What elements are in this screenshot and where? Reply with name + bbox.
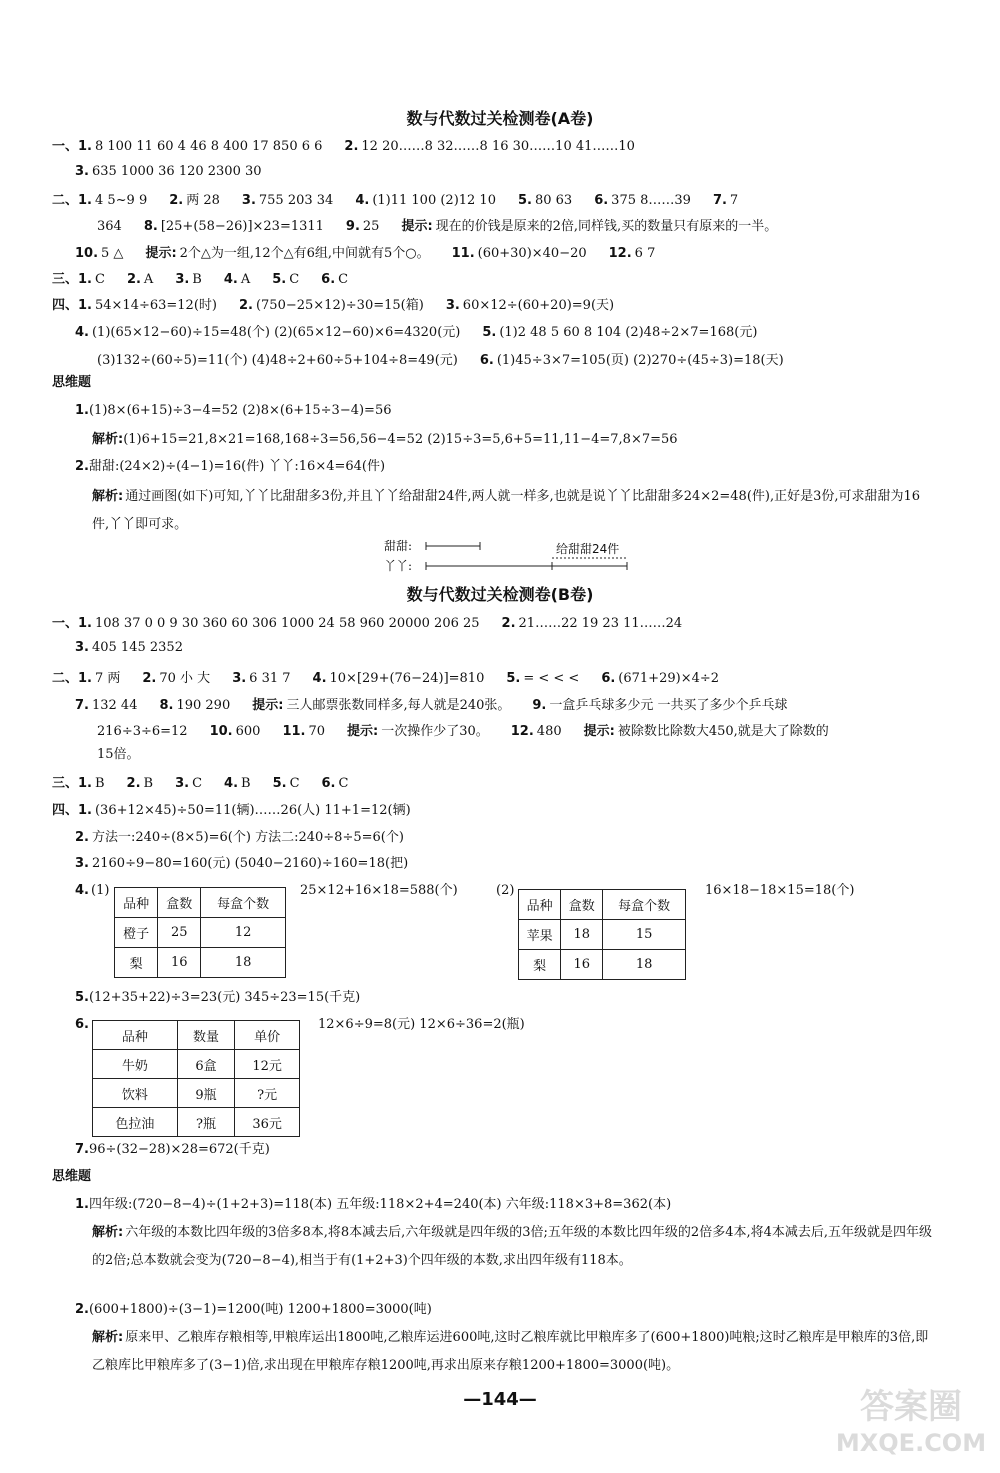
page-number: —144— xyxy=(463,1389,537,1410)
table-cell: 色拉油 xyxy=(93,1108,178,1137)
section-a-line xyxy=(52,271,370,289)
section-a-line xyxy=(75,352,806,370)
table-cell: 18 xyxy=(561,920,603,950)
answer-text: B xyxy=(241,776,251,791)
q4-equation-1: 25×12+16×18=588(个) xyxy=(300,883,458,898)
answer-text: 一盒乒乓球多少元 一共买了多少个乒乓球 xyxy=(549,698,788,713)
question-number: 4. xyxy=(224,776,239,791)
question-number: 2. xyxy=(126,776,141,791)
answer-text: 6 7 xyxy=(634,246,656,261)
answer-text: (1)(65×12−60)÷15=48(个) (2)(65×12−60)×6=4320(元) xyxy=(91,325,461,340)
answer-text: 405 145 2352 xyxy=(91,640,183,655)
section-a-thinking-1: 1.(1)8×(6+15)÷3−4=52 (2)8×(6+15÷3−4)=56 xyxy=(75,403,392,418)
question-number: 一、1. xyxy=(52,616,92,631)
diagram-label-tiantian: 甜甜: xyxy=(384,539,413,553)
answer-text: 600 xyxy=(235,724,261,739)
table-cell: 数量 xyxy=(177,1021,234,1050)
question-number: 5. xyxy=(272,272,287,287)
question-number: 2. xyxy=(238,298,253,313)
table-cell: 梨 xyxy=(115,948,158,978)
q6-table xyxy=(92,1020,300,1137)
answer-text: 190 290 xyxy=(176,698,231,713)
answer-text: 54×14÷63=12(时) xyxy=(94,298,217,313)
question-number: 8. xyxy=(159,698,174,713)
section-a-line xyxy=(75,245,677,263)
answer-text: 364 xyxy=(97,219,122,234)
question-number: 3. xyxy=(175,272,190,287)
q5-line: 5.(12+35+22)÷3=23(元) 345÷23=15(千克) xyxy=(75,990,361,1005)
section-b-line xyxy=(52,775,370,793)
question-number: 四、1. xyxy=(52,803,92,818)
question-number: 12. xyxy=(608,246,632,261)
answer-text: 755 203 34 xyxy=(258,193,334,208)
question-number: 6. xyxy=(479,353,494,368)
table-cell: 单价 xyxy=(235,1021,300,1050)
question-number: 10. xyxy=(209,724,233,739)
q4-table-1 xyxy=(114,887,286,978)
diagram-label-yaya: 丫丫: xyxy=(384,559,413,573)
table-cell: 每盒个数 xyxy=(201,888,286,918)
answer-text: 5 △ xyxy=(101,246,124,261)
answer-text: C xyxy=(94,272,105,287)
answer-text: A xyxy=(143,272,154,287)
section-b-title: 数与代数过关检测卷(B卷) xyxy=(406,585,594,604)
question-number: 6. xyxy=(321,776,336,791)
table-row xyxy=(93,1108,300,1137)
section-a-thinking-2-analysis: 解析: 通过画图(如下)可知,丫丫比甜甜多3份,并且丫丫给甜甜24件,两人就一样多,也就是说丫丫比甜甜多24×2=48(件),正好是3份,可求甜甜为16件,丫丫即可求。 xyxy=(92,489,921,532)
question-number: 4. xyxy=(75,325,89,340)
section-a-thinking-1-analysis: 解析:(1)6+15=21,8×21=168,168÷3=56,56−4=52 (2)15÷3=5,6+5=11,11−4=7,8×7=56 xyxy=(92,432,678,447)
answer-text: 60×12÷(60+20)=9(天) xyxy=(462,298,615,313)
diagram-note: 给甜甜24件 xyxy=(556,542,620,556)
answer-text: 6 31 7 xyxy=(249,671,291,686)
question-number: 8. xyxy=(143,219,158,234)
section-a-thinking-2: 2.甜甜:(24×2)÷(4−1)=16(件) 丫丫:16×4=64(件) xyxy=(75,459,386,474)
table-cell: 饮料 xyxy=(93,1079,178,1108)
q7-line: 7.96÷(32−28)×28=672(千克) xyxy=(75,1142,270,1157)
table-cell: 16 xyxy=(561,950,603,980)
question-number: 二、1. xyxy=(52,671,92,686)
section-a-line xyxy=(52,138,657,156)
question-number: 3. xyxy=(445,298,460,313)
question-number: 3. xyxy=(241,193,256,208)
answer-text: 480 xyxy=(536,724,562,739)
question-number: 10. xyxy=(75,246,99,261)
section-b-line xyxy=(75,723,851,741)
table-row xyxy=(93,1050,300,1079)
section-a-thinking-title: 思维题 xyxy=(52,375,92,390)
question-number: 3. xyxy=(175,776,190,791)
section-b-line xyxy=(75,697,810,715)
answer-text: 7 两 xyxy=(94,671,121,686)
section-a-line xyxy=(52,297,636,315)
table-row xyxy=(115,918,286,948)
section-a-line xyxy=(75,163,284,181)
answer-text: (1)45÷3×7=105(页) (2)270÷(45÷3)=18(天) xyxy=(496,353,784,368)
question-number: 11. xyxy=(282,724,306,739)
answer-text: 12 20……8 32……8 16 30……10 41……10 xyxy=(361,139,635,154)
section-a-title: 数与代数过关检测卷(A卷) xyxy=(406,109,594,128)
section-b-thinking-title: 思维题 xyxy=(52,1169,92,1184)
question-number: 9. xyxy=(345,219,360,234)
answer-text: 10×[29+(76−24)]=810 xyxy=(329,671,485,686)
section-b-line xyxy=(52,670,741,688)
q4-sub1: (1) xyxy=(91,883,110,898)
section-b-thinking-1-analysis: 解析: 六年级的本数比四年级的3倍多8本,将8本减去后,六年级就是四年级的3倍;五年级的本数比四年级的2倍多4本,将4本减去后,五年级就是四年级的2倍;总本数就会变为(720−8−4),相当于有(1+2+3)个四年级的本数,求出四年级有118本。 xyxy=(92,1225,933,1268)
q4-label: 4. xyxy=(75,883,89,898)
question-number: 9. xyxy=(532,698,547,713)
watermark-top: 答案圈 xyxy=(860,1387,962,1427)
answer-text: C xyxy=(289,272,300,287)
section-b-line xyxy=(75,855,430,873)
answer-text: (750−25×12)÷30=15(箱) xyxy=(255,298,424,313)
section-b-line xyxy=(75,829,426,847)
table-header-row xyxy=(115,888,286,918)
table-row xyxy=(519,950,686,980)
question-number: 提示: xyxy=(145,246,177,261)
section-b-thinking-2-analysis: 解析: 原来甲、乙粮库存粮相等,甲粮库运出1800吨,乙粮库运进600吨,这时乙粮库就比甲粮库多了(600+1800)吨粮;这时乙粮库是甲粮库的3倍,即乙粮库比甲粮库多了(3−1)倍,求出现在甲粮库存粮1200吨,再求出原来存粮1200+1800=3000(吨)。 xyxy=(92,1330,929,1373)
table-cell: 品种 xyxy=(115,888,158,918)
answer-text: 70 xyxy=(308,724,326,739)
question-number: 6. xyxy=(321,272,336,287)
question-number: 提示: xyxy=(583,724,615,739)
answer-text: 三人邮票张数同样多,每人就是240张。 xyxy=(286,698,511,713)
question-number: 5. xyxy=(506,671,521,686)
table-cell: 6盒 xyxy=(177,1050,234,1079)
question-number: 提示: xyxy=(347,724,379,739)
table-cell: 盒数 xyxy=(158,888,201,918)
question-number: 2. xyxy=(344,139,359,154)
question-number: 2. xyxy=(75,830,89,845)
question-number: 提示: xyxy=(252,698,284,713)
question-number: 提示: xyxy=(401,219,433,234)
question-number: 2. xyxy=(169,193,184,208)
answer-text: (1)11 100 (2)12 10 xyxy=(372,193,496,208)
answer-text: 两 28 xyxy=(186,193,220,208)
answer-text: 2160÷9−80=160(元) (5040−2160)÷160=18(把) xyxy=(91,856,409,871)
section-b-line xyxy=(52,802,433,820)
section-b-thinking-1: 1.四年级:(720−8−4)÷(1+2+3)=118(本) 五年级:118×2+4=240(本) 六年级:118×3+8=362(本) xyxy=(75,1197,672,1212)
question-number: 7. xyxy=(75,698,89,713)
table-cell: 25 xyxy=(158,918,201,948)
question-number: 4. xyxy=(223,272,238,287)
answer-text: 70 小 大 xyxy=(159,671,211,686)
section-a-line xyxy=(52,192,760,210)
question-number: 6. xyxy=(601,671,616,686)
answer-text: = < < < xyxy=(523,671,580,686)
question-number: 3. xyxy=(75,164,89,179)
q4-table-2 xyxy=(518,889,686,980)
table-cell: 牛奶 xyxy=(93,1050,178,1079)
section-b-thinking-2: 2.(600+1800)÷(3−1)=1200(吨) 1200+1800=3000(吨) xyxy=(75,1302,432,1317)
answer-text: (3)132÷(60÷5)=11(个) (4)48÷2+60÷5+104÷8=49(元) xyxy=(97,353,458,368)
question-number: 二、1. xyxy=(52,193,92,208)
question-number: 3. xyxy=(232,671,247,686)
q4-equation-2: 16×18−18×15=18(个) xyxy=(705,883,855,898)
answer-text: 现在的价钱是原来的2倍,同样钱,买的数量只有原来的一半。 xyxy=(435,219,778,234)
segment-diagram xyxy=(384,536,634,572)
answer-text: (1)2 48 5 60 8 104 (2)48÷2×7=168(元) xyxy=(499,325,758,340)
section-b-line xyxy=(75,639,205,657)
table-cell: 36元 xyxy=(235,1108,300,1137)
answer-text: 216÷3÷6=12 xyxy=(97,724,188,739)
table-cell: ?瓶 xyxy=(177,1108,234,1137)
answer-text: B xyxy=(94,776,105,791)
answer-text: 被除数比除数大450,就是大了除数的 xyxy=(617,724,829,739)
table-row xyxy=(115,948,286,978)
answer-text: (36+12×45)÷50=11(辆)……26(人) 11+1=12(辆) xyxy=(94,803,411,818)
table-cell: ?元 xyxy=(235,1079,300,1108)
table-cell: 16 xyxy=(158,948,201,978)
question-number: 4. xyxy=(312,671,327,686)
section-a-line xyxy=(75,218,799,236)
table-row xyxy=(519,920,686,950)
answer-text: B xyxy=(192,272,202,287)
watermark-bottom: MXQE.COM xyxy=(835,1429,987,1457)
table-cell: 12 xyxy=(201,918,286,948)
watermark-logo xyxy=(826,1386,996,1466)
question-number: 三、1. xyxy=(52,272,92,287)
section-b-line xyxy=(75,746,162,764)
table-cell: 18 xyxy=(201,948,286,978)
table-cell: 9瓶 xyxy=(177,1079,234,1108)
table-cell: 每盒个数 xyxy=(603,890,686,920)
answer-text: 一次操作少了30。 xyxy=(381,724,489,739)
answer-text: B xyxy=(143,776,154,791)
q4-sub2: (2) xyxy=(496,883,515,898)
answer-text: 方法一:240÷(8×5)=6(个) 方法二:240÷8÷5=6(个) xyxy=(91,830,404,845)
question-number: 3. xyxy=(75,640,89,655)
question-number: 6. xyxy=(594,193,609,208)
table-cell: 12元 xyxy=(235,1050,300,1079)
question-number: 5. xyxy=(482,325,497,340)
question-number: 四、1. xyxy=(52,298,92,313)
section-b-line xyxy=(52,615,704,633)
question-number: 2. xyxy=(501,616,516,631)
question-number: 5. xyxy=(272,776,287,791)
table-cell: 品种 xyxy=(519,890,561,920)
answer-text: 108 37 0 0 9 30 360 60 306 1000 24 58 960 20000 206 25 xyxy=(94,616,480,631)
answer-text: 80 63 xyxy=(534,193,573,208)
answer-text: C xyxy=(338,272,349,287)
answer-text: 21……22 19 23 11……24 xyxy=(518,616,683,631)
table-cell: 梨 xyxy=(519,950,561,980)
question-number: 5. xyxy=(517,193,532,208)
table-row xyxy=(93,1079,300,1108)
answer-text: 132 44 xyxy=(91,698,138,713)
table-header-row xyxy=(93,1021,300,1050)
answer-text: A xyxy=(240,272,251,287)
answer-text: 25 xyxy=(362,219,380,234)
answer-text: 7 xyxy=(729,193,739,208)
answer-text: [25+(58−26)]×23=1311 xyxy=(160,219,324,234)
answer-text: C xyxy=(192,776,203,791)
table-cell: 15 xyxy=(603,920,686,950)
table-cell: 盒数 xyxy=(561,890,603,920)
section-a-line xyxy=(75,324,779,342)
answer-text: 8 100 11 60 4 46 8 400 17 850 6 6 xyxy=(94,139,323,154)
question-number: 三、1. xyxy=(52,776,92,791)
question-number: 7. xyxy=(712,193,727,208)
answer-text: 635 1000 36 120 2300 30 xyxy=(91,164,262,179)
answer-text: C xyxy=(289,776,300,791)
answer-text: 4 5~9 9 xyxy=(94,193,148,208)
answer-text: 375 8……39 xyxy=(611,193,691,208)
table-cell: 橙子 xyxy=(115,918,158,948)
question-number: 3. xyxy=(75,856,89,871)
table-cell: 品种 xyxy=(93,1021,178,1050)
answer-text: 2个△为一组,12个△有6组,中间就有5个○。 xyxy=(179,246,430,261)
question-number: 4. xyxy=(355,193,370,208)
question-number: 12. xyxy=(510,724,534,739)
question-number: 一、1. xyxy=(52,139,92,154)
table-header-row xyxy=(519,890,686,920)
question-number: 2. xyxy=(142,671,157,686)
q6-label: 6. xyxy=(75,1017,89,1032)
answer-text: C xyxy=(338,776,349,791)
table-cell: 18 xyxy=(603,950,686,980)
question-number: 11. xyxy=(451,246,475,261)
answer-text: (60+30)×40−20 xyxy=(477,246,587,261)
answer-text: 15倍。 xyxy=(97,747,140,762)
question-number: 2. xyxy=(126,272,141,287)
q6-equation: 12×6÷9=8(元) 12×6÷36=2(瓶) xyxy=(318,1017,525,1032)
answer-text: (671+29)×4÷2 xyxy=(618,671,720,686)
table-cell: 苹果 xyxy=(519,920,561,950)
